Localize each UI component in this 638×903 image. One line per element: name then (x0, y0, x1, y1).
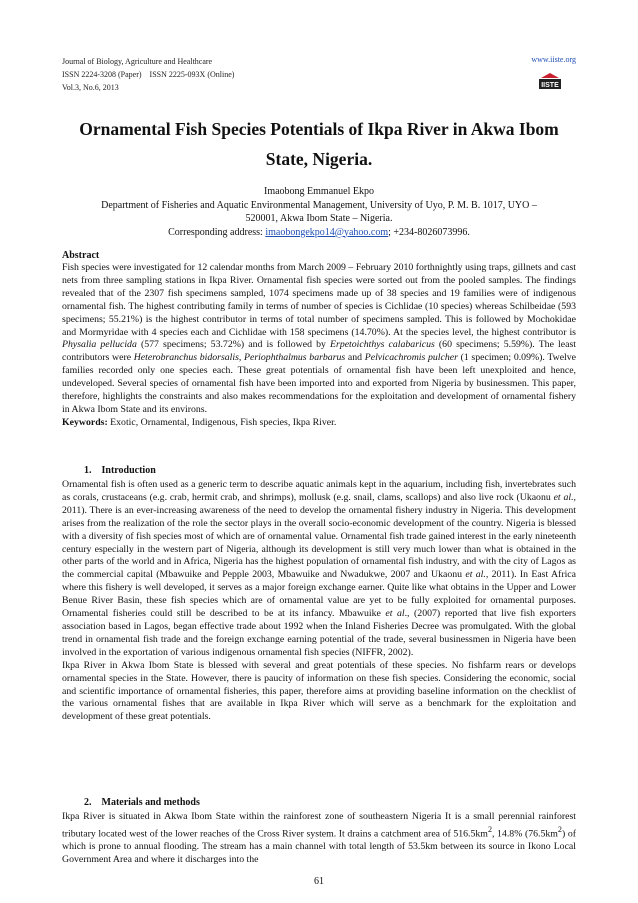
corresponding-address: Corresponding address: imaobongekpo14@yahoo.com; +234-8026073996. (168, 226, 470, 238)
abstract-section (62, 249, 576, 430)
methods-section (62, 796, 576, 867)
iiste-logo-icon (538, 72, 562, 90)
introduction-paragraph-1: Ornamental fish is often used as a generic term to describe aquatic animals kept in the aquarium, including fish, invertebrates such as corals, crustaceans (e.g. crab, hermit crab, and shrimps), mollusk (e.g. snail, clams, scallops) and also live rock (Ukaonu et al., 2011). There is an ever-increasing awareness of the need to develop the ornamental fishery industry in Nigeria. This development arises from the realization of the role the sector plays in the overall socio-economic development of the country. Nigeria is blessed with a diversity of fish species most of which are of ornamental value. Ornamental fish trade gained interest in the early nineteenth century especially in the western part of Nigeria, although its development is still very much lower than what is obtained in the other parts of the world and in Africa, Nigeria has the highest population of ornamental fish industry, and with the city of Lagos as the commercial capital (Mbawuike and Pepple 2003, Mbawuike and Nwadukwe, 2007 and Ukaonu et al., 2011). In East Africa where this fishery is well developed, it serves as a major foreign exchange earner. Quite like what obtains in the Upper and Lower Benue River Basin, these fish species which are of ornamental value are yet to be fully exploited for ornamental purposes. Ornamental fisheries could still be described to be at its infancy. Mbawuike et al., (2007) reported that live fish exporters association based in Lagos, began effective trade about 1992 when the Inland Fisheries Decree was promulgated. With the global trend in ornamental fish trade and the foreign exchange earning potential of the trade, several businessmen in Nigeria have been involved in the exportation of various indigenous ornamental fish species (NIFFR, 2002). (62, 479, 577, 658)
journal-info (62, 55, 234, 94)
introduction-section (62, 464, 576, 724)
paper-title: Ornamental Fish Species Potentials of Ikpa River in Akwa Ibom State, Nigeria. (79, 119, 559, 169)
introduction-heading: 1. Introduction (84, 465, 156, 476)
methods-paragraph: Ikpa River is situated in Akwa Ibom State within the rainforest zone of southeastern Nigeria It is a small perennial rainforest tributary located west of the lower reaches of the Cross River system. It drains a catchment area of $516.5km^2$, 14.8% $(76.5km^2)$ of which is prone to annual flooding. The stream has a main channel with total length of 53.5km between its source in Ikono Local Government Area and where it discharges into the (62, 811, 576, 865)
page-number: 61 (314, 876, 324, 887)
author-block (62, 185, 576, 239)
logo-text: IISTE (541, 82, 559, 90)
methods-heading: 2. Materials and methods (84, 797, 200, 808)
journal-issn: ISSN 2224-3208 (Paper) ISSN 2225-093X (Online) (62, 70, 235, 79)
author-name: Imaobong Emmanuel Ekpo (264, 186, 374, 197)
author-affiliation-line2: 520001, Akwa Ibom State – Nigeria. (245, 213, 393, 224)
abstract-heading: Abstract (62, 250, 100, 261)
introduction-paragraph-2: Ikpa River in Akwa Ibom State is blessed with several and great potentials of these species. No fishfarm rears or develops ornamental species in the State. However, there is paucity of information on these fish species. Considering the economic, social and scientific importance of ornamental fisheries, this paper, therefore aims at providing baseline information on the checklist of the various ornamental fishes that are available in Ikpa River which will serve as a benchmark for the exploitation and development of these great potentials. (62, 659, 576, 723)
journal-url[interactable]: www.iiste.org (531, 55, 576, 64)
journal-name: Journal of Biology, Agriculture and Healthcare (62, 57, 213, 66)
keywords: Keywords: Exotic, Ornamental, Indigenous, Fish species, Ikpa River. (62, 416, 337, 428)
journal-volume: Vol.3, No.6, 2013 (62, 83, 119, 92)
abstract-text: Fish species were investigated for 12 calendar months from March 2009 – February 2010 forthnightly using traps, gillnets and cast nets from three sampling stations in Ikpa River. Ornamental fish species were sorted out from the pooled samples. The findings revealed that of the 2307 fish specimens sampled, 1074 specimens made up of 38 species and 19 families were of indigenous ornamental fish. The highest contributing family in terms of number of species is Cichlidae (10 species) whereas Schilbeidae (593 specimens; 55.21%) is the highest contributor in terms of total number of specimens sampled. This is followed by Mochokidae and Mormyridae with 4 species each and Cichlidae with 158 specimens (14.70%). At the species level, the highest contributor is Physalia pellucida (577 specimens; 53.72%) and is followed by Erpetoichthys calabaricus (60 specimens; 5.59%). The least contributors were Heterobranchus bidorsalis, Periophthalmus barbarus and Pelvicachromis pulcher (1 specimen; 0.09%). Twelve families recorded only one species each. These great potentials of ornamental fish have been left unexploited and hence, undeveloped. Several species of ornamental fish have been imported into and exported from Nigeria by businessmen. This paper, therefore, highlights the constraints and also makes recommendations for the exploitation and development of ornamental fishery in Akwa Ibom State and its environs. (62, 262, 577, 415)
author-affiliation: Department of Fisheries and Aquatic Environmental Management, University of Uyo, P. M. B. 1017, UYO – (101, 199, 537, 211)
author-email-link[interactable]: imaobongekpo14@yahoo.com (265, 226, 389, 238)
